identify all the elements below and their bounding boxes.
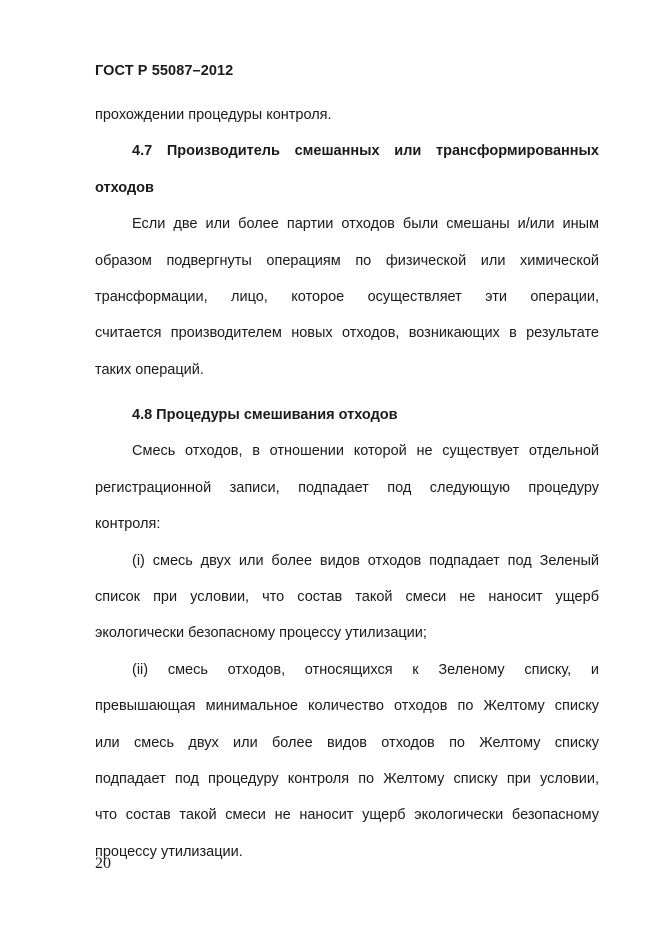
paragraph-line: Смесь отходов, в отношении которой не существует отдельной bbox=[132, 443, 599, 460]
section-4-8-block bbox=[95, 397, 599, 870]
section-4-8-heading: 4.8 Процедуры смешивания отходов bbox=[132, 407, 398, 423]
list-item-ii-line: что состав такой смеси не наносит ущерб экологически безопасному bbox=[95, 807, 599, 824]
list-item-ii-line: или смесь двух или более видов отходов по Желтому списку bbox=[95, 734, 599, 751]
list-item-i-line: экологически безопасному процессу утилизации; bbox=[95, 625, 427, 642]
paragraph-line: таких операций. bbox=[95, 361, 204, 378]
paragraph-line: контроля: bbox=[95, 516, 161, 533]
document-header: ГОСТ Р 55087–2012 bbox=[95, 63, 234, 79]
continuation-line: прохождении процедуры контроля. bbox=[95, 107, 332, 123]
list-item-ii-line: подпадает под процедуру контроля по Желтому списку при условии, bbox=[95, 770, 599, 787]
section-4-7-block bbox=[95, 97, 599, 388]
list-item-i-line: список при условии, что состав такой смеси не наносит ущерб bbox=[95, 588, 599, 605]
list-item-ii-line: превышающая минимальное количество отходов по Желтому списку bbox=[95, 698, 599, 715]
list-item-ii-line: процессу утилизации. bbox=[95, 843, 243, 860]
paragraph-line: регистрационной записи, подпадает под следующую процедуру bbox=[95, 479, 599, 496]
section-4-7-heading-cont: отходов bbox=[95, 179, 154, 196]
section-4-7-heading: 4.7 Производитель смешанных или трансформированных bbox=[132, 143, 599, 160]
list-item-i-line: (i) смесь двух или более видов отходов подпадает под Зеленый bbox=[132, 552, 599, 569]
page-number: 20 bbox=[95, 855, 111, 872]
paragraph-line: образом подвергнуты операциям по физической или химической bbox=[95, 252, 599, 269]
paragraph-line: Если две или более партии отходов были смешаны и/или иным bbox=[132, 216, 599, 233]
paragraph-line: трансформации, лицо, которое осуществляет эти операции, bbox=[95, 288, 599, 305]
paragraph-line: считается производителем новых отходов, возникающих в результате bbox=[95, 325, 599, 342]
list-item-ii-line: (ii) смесь отходов, относящихся к Зеленому списку, и bbox=[132, 661, 599, 678]
